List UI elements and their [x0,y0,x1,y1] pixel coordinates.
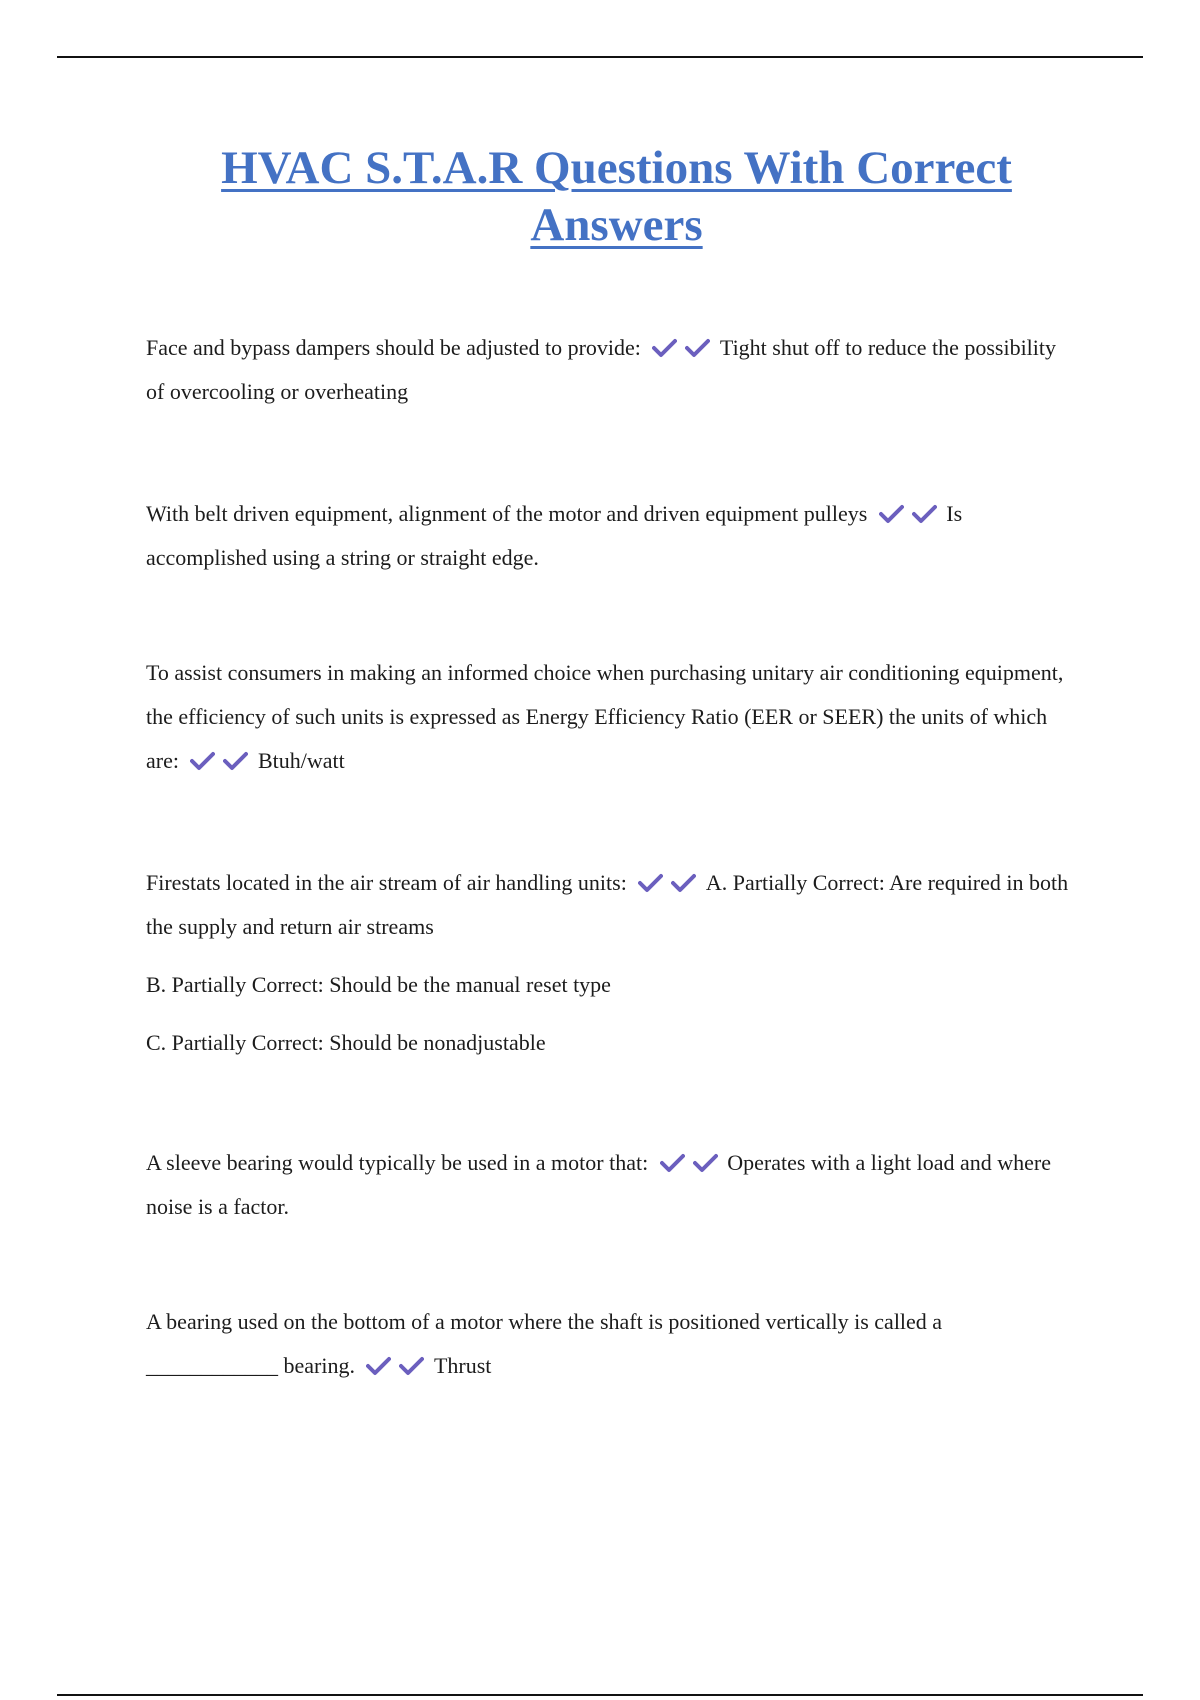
question-text: To assist consumers in making an informed choice when purchasing unitary air conditioning equipment, the efficiency of such units is expressed as Energy Efficiency Ratio (EER or SEER) the units of which are: [146,660,1064,773]
answer-option-c: C. Partially Correct: Should be nonadjustable [146,1030,546,1055]
check-icon [366,1356,391,1376]
qa-item-1 [146,326,1076,414]
qa-item-6 [146,1300,1076,1388]
answer-option-b: B. Partially Correct: Should be the manual reset type [146,972,611,997]
fill-in-blank: ____________ [146,1353,278,1378]
question-text: A sleeve bearing would typically be used in a motor that: [146,1150,649,1175]
check-icon [671,873,696,893]
qa-item-5 [146,1141,1076,1229]
question-text-after: bearing. [283,1353,355,1378]
qa-item-2 [146,492,1076,580]
question-text: Firestats located in the air stream of air handling units: [146,870,627,895]
question-text: Face and bypass dampers should be adjusted to provide: [146,335,641,360]
answer-text: Btuh/watt [257,748,345,773]
top-rule [57,56,1143,58]
answer-text: Operates with a light load and where noise is a factor. [146,1150,1051,1219]
check-icon [660,1153,685,1173]
page-title [150,140,1083,254]
check-icon [190,751,215,771]
title-line-2: Answers [530,199,703,251]
check-icon [879,504,904,524]
bottom-rule [57,1694,1143,1696]
check-icon [693,1153,718,1173]
question-text: A bearing used on the bottom of a motor where the shaft is positioned vertically is called a [146,1309,943,1334]
qa-item-4 [146,861,1076,1065]
check-icon [223,751,248,771]
check-icon [912,504,937,524]
title-line-1: HVAC S.T.A.R Questions With Correct [221,142,1012,194]
check-icon [399,1356,424,1376]
check-icon [685,338,710,358]
check-icon [638,873,663,893]
answer-text: Is accomplished using a string or straight edge. [146,501,963,570]
qa-item-3 [146,651,1076,783]
answer-text: A. Partially Correct: Are required in both the supply and return air streams [146,870,1069,939]
check-icon [652,338,677,358]
question-text: With belt driven equipment, alignment of the motor and driven equipment pulleys [146,501,868,526]
answer-text: Tight shut off to reduce the possibility of overcooling or overheating [146,335,1057,404]
answer-text: Thrust [433,1353,492,1378]
